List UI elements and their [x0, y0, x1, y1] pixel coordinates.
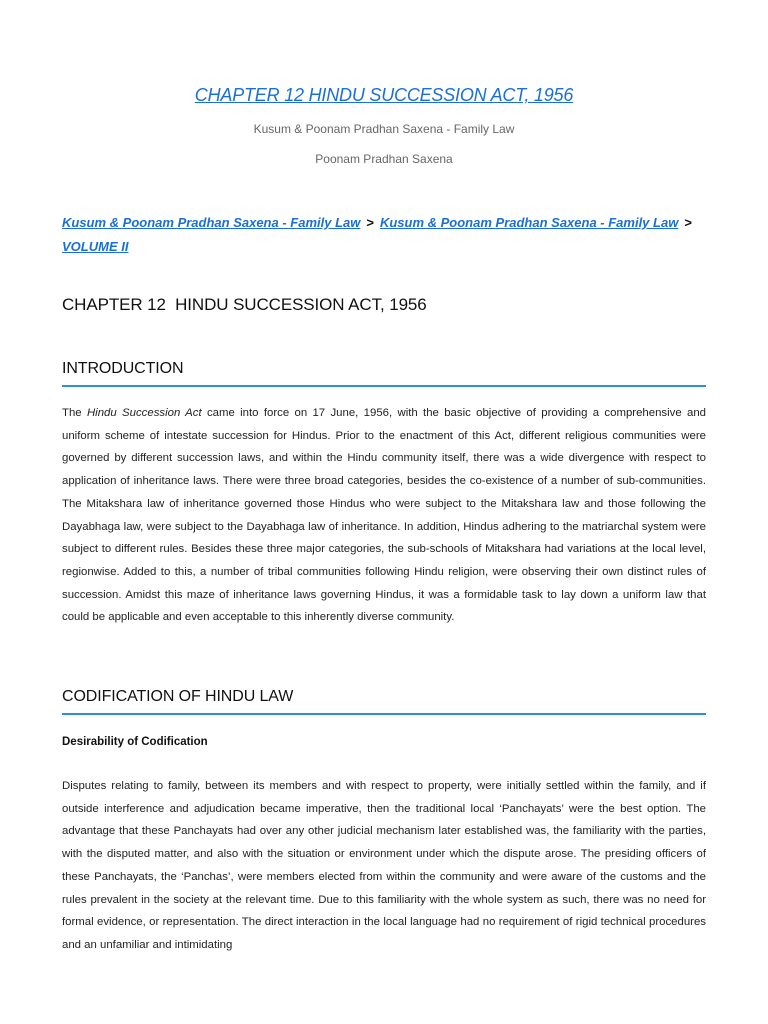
act-name-italic: Hindu Succession Act [86, 407, 202, 419]
codification-heading [62, 688, 706, 706]
introduction-heading [62, 360, 706, 378]
introduction-heading-text: INTRODUCTION [62, 360, 184, 377]
chapter-title-link[interactable]: CHAPTER 12 HINDU SUCCESSION ACT, 1956 [194, 85, 574, 105]
author-name: Poonam Pradhan Saxena [315, 152, 453, 166]
codification-heading-text: CODIFICATION OF HINDU LAW [62, 688, 294, 705]
codification-paragraph: Disputes relating to family, between its members and with respect to property, were initially settled within the family, and if outside interference and adjudication became imperative, then the traditional local ‘Panchayats’ were the best option. The advantage that these Panchayats had over any other judicial mechanism later established was, the familiarity with the parties, with the disputed matter, and also with the situation or environment under which the dispute arose. The presiding officers of these Panchayats, the ‘Panchas’, were members elected from within the community and were aware of the customs and the rules prevalent in the society at the relevant time. Due to this familiarity with the whole system as such, there was no need for formal evidence, or representation. The direct interaction in the local language had no requirement of rigid technical procedures and an unfamiliar and intimidating [62, 780, 706, 951]
intro-text-start: The [62, 407, 87, 419]
breadcrumb-separator: > [366, 215, 374, 230]
breadcrumb-link-book-2[interactable]: Kusum & Poonam Pradhan Saxena - Family Law [379, 215, 679, 230]
breadcrumb-link-volume[interactable]: VOLUME II [62, 239, 129, 254]
book-title: Kusum & Poonam Pradhan Saxena - Family Law [253, 122, 515, 136]
chapter-heading: CHAPTER 12 HINDU SUCCESSION ACT, 1956 [62, 295, 427, 314]
section-divider [62, 713, 706, 715]
breadcrumb-link-book[interactable]: Kusum & Poonam Pradhan Saxena - Family Law [62, 215, 361, 230]
intro-text-rest: came into force on 17 June, 1956, with the basic objective of providing a comprehensive and uniform scheme of intestate succession for Hindus. Prior to the enactment of this Act, different religious communities were governed by different succession laws, and within the Hindu community itself, there was a wide divergence with respect to application of inheritance laws. There were three broad categories, besides the co-existence of a number of sub-communities. The Mitakshara law of inheritance governed those Hindus who were subject to the Mitakshara law and those following the Dayabhaga law, were subject to the Dayabhaga law of inheritance. In addition, Hindus adhering to the matriarchal system were subject to different rules. Besides these three major categories, the sub-schools of Mitakshara had variations at the local level, regionwise. Added to this, a number of tribal communities following Hindu religion, were observing their own distinct rules of succession. Amidst this maze of inheritance laws governing Hindus, it was a formidable task to lay down a uniform law that could be applicable and even acceptable to this inherently diverse community. [62, 407, 706, 624]
breadcrumb [62, 211, 712, 259]
desirability-subheading: Desirability of Codification [62, 736, 208, 748]
introduction-paragraph [62, 402, 706, 629]
breadcrumb-separator: > [684, 215, 692, 230]
section-divider [62, 385, 706, 387]
